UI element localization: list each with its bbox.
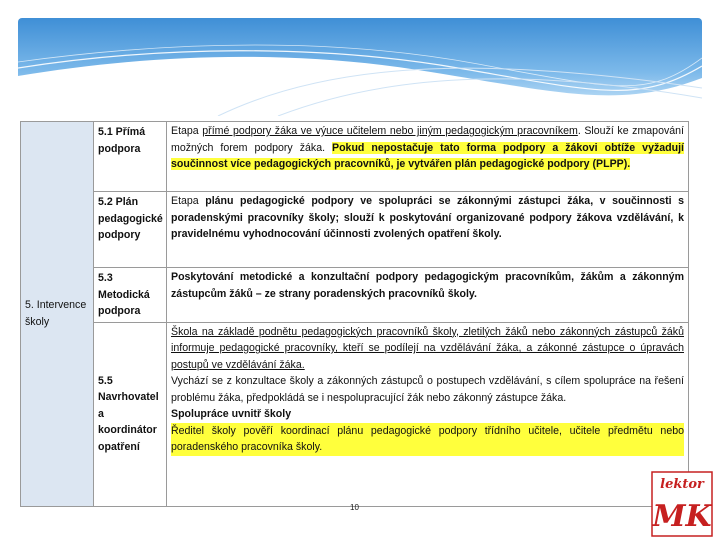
subheading: Spolupráce uvnitř školy [171,408,292,420]
paragraph-highlighted: Ředitel školy pověří koordinací plánu pedagogické podpory třídního učitele, učitele předmětu nebo poradenského pracovníka školy. [171,423,684,456]
logo-line2: MK [652,499,712,534]
intervention-table [20,121,689,507]
section-label: 5. Intervence školy [21,122,94,507]
row-text: Etapa přímé podpory žáka ve výuce učitelem nebo jiným pedagogickým pracovníkem. Slouží ke zmapování možných forem podpory žáka. Pokud nepostačuje tato forma podpory a žákovi obtíže vyžadují součinnost více pedagogických pracovníků, je vytvářen plán pedagogické podpory (PLPP). [167,122,689,192]
page-number: 10 [350,503,359,512]
row-text [167,322,689,506]
table-row [21,122,689,192]
table-row [21,192,689,268]
wave-decoration [18,18,702,116]
header-banner [18,18,702,116]
table-row [21,322,689,506]
row-text: Etapa plánu pedagogické podpory ve spolupráci se zákonnými zástupci žáka, v součinnosti s poradenskými pracovníky školy; slouží k poskytování organizované podpory žákova vzdělávání, k pravidelnému vyhodnocování účinnosti zvolených opatření školy. [167,192,689,268]
lektor-mk-logo [646,468,716,538]
table-row [21,268,689,323]
row-label: 5.1 Přímá podpora [94,122,167,192]
paragraph: Vychází se z konzultace školy a zákonných zástupců o postupech vzdělávání, s cílem spolupráce na řešení problému žáka, předpokládá se i nespolupracující žák nebo zákonný zástupce žáka. [171,375,684,404]
row-label: 5.5 Navrhovatel a koordinátor opatření [94,322,167,506]
row-label: 5.3 Metodická podpora [94,268,167,323]
document-table-container [20,121,688,495]
logo-line1: lektor [660,477,704,492]
paragraph: Škola na základě podnětu pedagogických pracovníků školy, zletilých žáků nebo zákonných zástupců žáků informuje pedagogické pracovníky, kteří se podílejí na vzdělávání žáka, a zákonné zástupce o úpravách postupů ve vzdělávání žáka. [171,325,684,371]
row-label: 5.2 Plán pedagogické podpory [94,192,167,268]
row-text: Poskytování metodické a konzultační podpory pedagogickým pracovníkům, žákům a zákonným zástupcům žáků – ze strany poradenských pracovníků školy. [167,268,689,323]
